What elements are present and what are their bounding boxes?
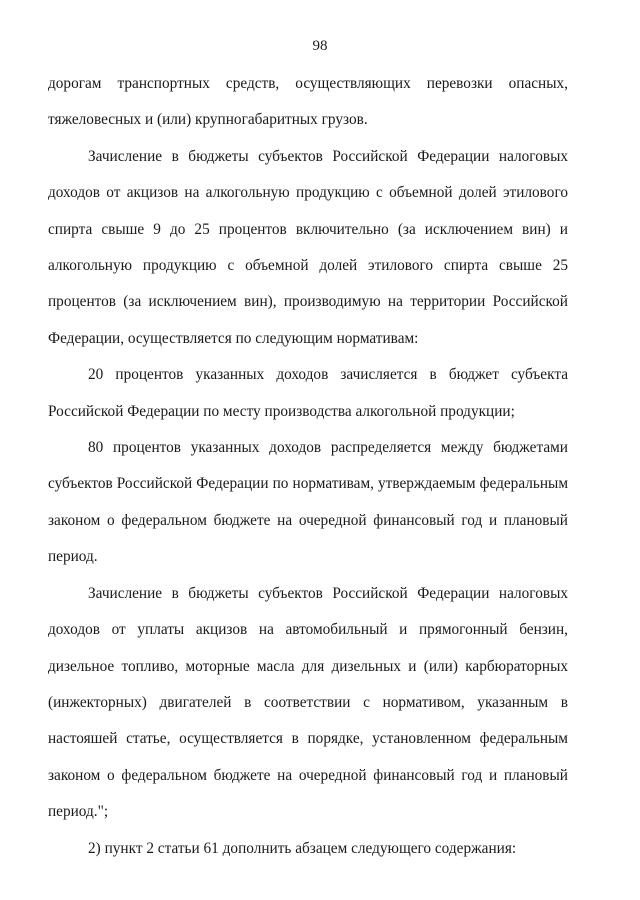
paragraph-20-percent: 20 процентов указанных доходов зачисляется в бюджет субъекта Российской Федерации по месту производства алкогольной продукции; bbox=[48, 366, 568, 420]
page-number: 98 bbox=[312, 38, 328, 54]
paragraph-amendment-item-2: 2) пункт 2 статьи 61 дополнить абзацем следующего содержания: bbox=[88, 839, 517, 857]
document-body bbox=[48, 66, 568, 867]
paragraph-fuel-excise: Зачисление в бюджеты субъектов Российской Федерации налоговых доходов от уплаты акцизов на автомобильный и прямогонный бензин, дизельное топливо, моторные масла для дизельных и (или) карбюраторных (инжекторных) двигателей в соответствии с нормативом, указанным в настояшей статье, осуществляется в порядке, установленном федеральным законом о федеральном бюджете на очередной финансовый год и плановый период."; bbox=[48, 584, 568, 821]
paragraph-continuation: дорогам транспортных средств, осуществляющих перевозки опасных, тяжеловесных и (или) крупногабаритных грузов. bbox=[48, 75, 568, 129]
paragraph-80-percent: 80 процентов указанных доходов распределяется между бюджетами субъектов Российской Федерации по нормативам, утверждаемым федеральным законом о федеральном бюджете на очередной финансовый год и плановый период. bbox=[48, 439, 568, 566]
paragraph-alcohol-excise-intro: Зачисление в бюджеты субъектов Российской Федерации налоговых доходов от акцизов на алкогольную продукцию с объемной долей этилового спирта свыше 9 до 25 процентов включительно (за исключением вин) и алкогольную продукцию с объемной долей этилового спирта свыше 25 процентов (за исключением вин), производимую на территории Российской Федерации, осуществляется по следующим нормативам: bbox=[48, 147, 568, 347]
